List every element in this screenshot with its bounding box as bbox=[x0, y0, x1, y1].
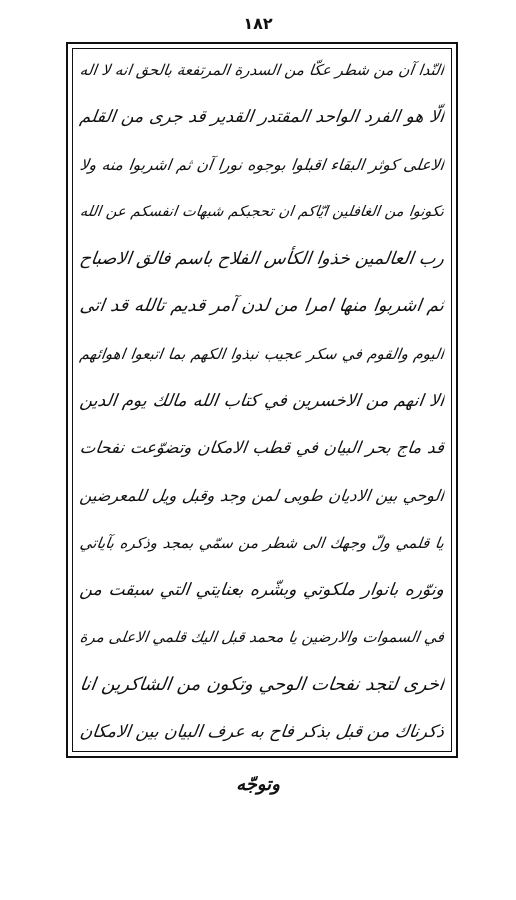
text-line-12: ونوّره بانوار ملكوتي وبشّره بعنايتي التي سبقت من bbox=[78, 580, 446, 601]
text-line-8: الا انهم من الاخسرين في كتاب الله مالك يوم الدين bbox=[78, 390, 446, 411]
text-line-7: اليوم والقوم في سكر عجيب نبذوا الكهم بما اتبعوا اهوائهم bbox=[78, 344, 446, 363]
text-line-5: رب العالمين خذوا الكأس الفلاح باسم فالق الاصباح bbox=[78, 249, 446, 270]
text-line-11: يا قلمي ولّ وجهك الى شطر من سمّي بمجد وذكره بآياتي bbox=[78, 533, 446, 552]
text-line-9: قد ماج بحر البيان في قطب الامكان وتضوّعت نفحات bbox=[78, 438, 446, 458]
text-line-3: الاعلى كوثر البقاء اقبلوا بوجوه نورا آن ثم اشربوا منه ولا bbox=[78, 155, 446, 174]
text-line-6: ثم اشربوا منها امرا من لدن آمر قديم تالله قد اتى bbox=[78, 296, 446, 317]
page-number: ١٨٢ bbox=[243, 14, 273, 33]
catchword: وتوجّه bbox=[236, 774, 280, 795]
manuscript-text-block bbox=[80, 56, 444, 746]
text-line-14: اخرى لتجد نفحات الوحي وتكون من الشاكرين انا bbox=[78, 673, 446, 695]
text-line-13: في السموات والارضين يا محمد قبل اليك قلمي الاعلى مرة bbox=[78, 628, 446, 647]
text-line-1: النّدا آن من شطر عكّا من السدرة المرتفعة بالحق انه لا اله bbox=[78, 61, 446, 79]
text-line-10: الوحي بين الاديان طوبى لمن وجد وقبل ويل للمعرضين bbox=[78, 485, 446, 505]
text-line-15: ذكرناك من قبل بذكر فاح به عرف البيان بين الامكان bbox=[78, 721, 446, 742]
text-line-4: تكونوا من الغافلين ايّاكم ان تحجبكم شبهات انفسكم عن الله bbox=[78, 203, 446, 220]
text-line-2: الّا هو الفرد الواحد المقتدر القدير قد جرى من القلم bbox=[78, 107, 446, 128]
